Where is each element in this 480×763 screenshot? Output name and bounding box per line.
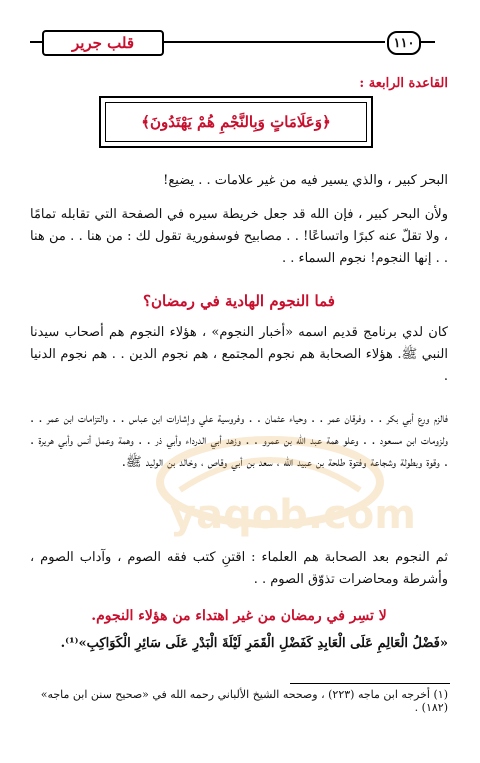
paragraph-2: ولأن البحر كبير ، فإن الله قد جعل خريطة سيره في الصفحة التي تقابله تمامًا ، ولا تقلّ عنه كبرًا واتساعًا! . . مصابيح فوسفورية تقول لك : من هنا . . من هنا . . إنها النجوم! نجوم السماء . .	[30, 207, 448, 266]
subheading-guiding-stars: فما النجوم الهادية في رمضان؟	[143, 292, 335, 310]
watermark-text: yaqob.com	[170, 492, 416, 538]
paragraph-5: ثم النجوم بعد الصحابة هم العلماء : اقتنِ كتب فقه الصوم ، وآداب الصوم ، وأشرطة ومحاضرات تذوّق الصوم . .	[30, 550, 448, 587]
paragraph-4: فالزم ورع أبي بكر . . وفرقان عمر . . وحياء عثمان . . وفروسية علي وإشارات ابن عباس . . والتزامات ابن عمر . . ولزومات ابن مسعود . . وعلو همة عبد الله بن عمرو . . وزهد أبي الدرداء وأبي ذر . . وهمة وعمل أنس وأبي هريرة . . وقوة وبطولة وشجاعة وفتوة طلحة بن عبيد الله ، سعد بن أبي وقاص ، وخالد بن الوليد ﷺ.	[30, 411, 448, 470]
paragraph-1: البحر كبير ، والذي يسير فيه من غير علامات . . يضيع!	[163, 173, 448, 188]
paragraph-3: كان لدي برنامج قديم اسمه «أخبار النجوم» ، هؤلاء النجوم هم أصحاب سيدنا النبي ﷺ. هؤلاء الصحابة هم نجوم المجتمع ، هم نجوم الدين . . هم نجوم الدنيا .	[30, 325, 448, 384]
quran-verse: ﴿وَعَلَامَاتٍ وَبِالنَّجْمِ هُمْ يَهْتَدُونَ﴾	[141, 113, 331, 131]
hadith-quote: «فَضْلُ الْعَالِمِ عَلَى الْعَابِدِ كَفَضْلِ الْقَمَرِ لَيْلَةَ الْبَدْرِ عَلَى سَائِرِ الْكَوَاكِبِ»⁽¹⁾.	[60, 636, 448, 651]
running-title: قلب جرير	[71, 34, 135, 52]
running-title-box	[42, 30, 164, 56]
verse-frame	[99, 96, 373, 148]
footnote-separator	[290, 683, 450, 684]
footnote: (١) أخرجه ابن ماجه (٢٢٣) ، وصححه الشيخ الألباني رحمه الله في «صحيح سنن ابن ماجه» (١٨٢) .	[40, 688, 448, 714]
rule-title: القاعدة الرابعة :	[359, 76, 448, 91]
page-number: ١١٠	[387, 31, 421, 55]
subheading-do-not-walk: لا تسِر في رمضان من غير اهتداء من هؤلاء النجوم.	[91, 608, 387, 624]
site-watermark	[120, 430, 420, 550]
